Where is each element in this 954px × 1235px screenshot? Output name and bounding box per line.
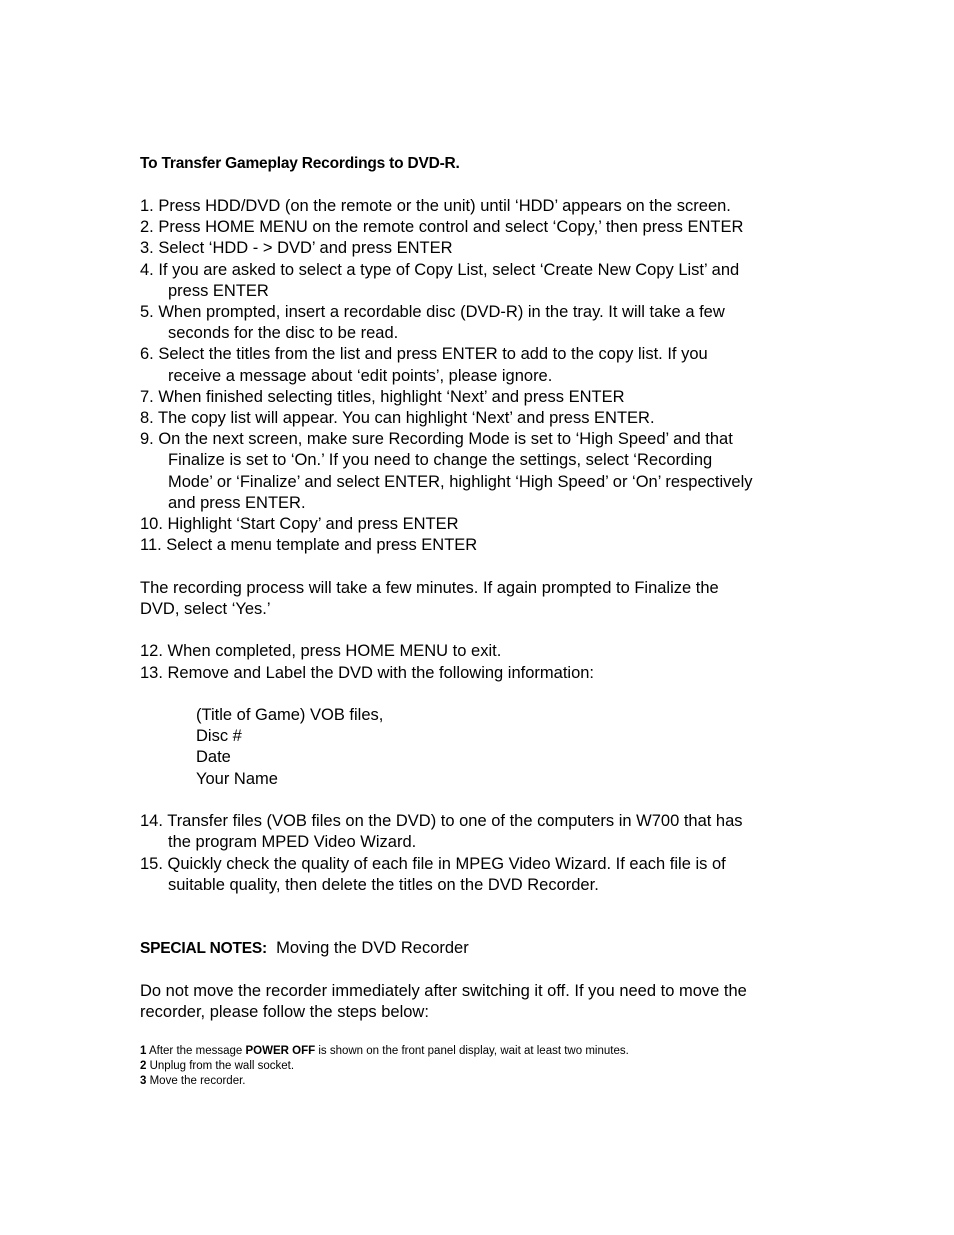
step-6: 6. Select the titles from the list and press ENTER to add to the copy list. If you	[140, 345, 708, 363]
move-step-num: 3	[140, 1075, 147, 1087]
power-off-message: POWER OFF	[245, 1045, 316, 1057]
step-10: 10. Highlight ‘Start Copy’ and press ENTER	[140, 515, 459, 533]
move-step-num: 1	[140, 1045, 147, 1057]
label-info-disc: Disc #	[196, 727, 242, 745]
special-notes-label: SPECIAL NOTES:	[140, 940, 267, 957]
step-13: 13. Remove and Label the DVD with the following information:	[140, 664, 594, 682]
step-9-cont-1: Finalize is set to ‘On.’ If you need to change the settings, select ‘Recording	[168, 451, 713, 469]
step-9: 9. On the next screen, make sure Recording Mode is set to ‘High Speed’ and that	[140, 430, 733, 448]
step-9-cont-3: and press ENTER.	[168, 494, 306, 512]
special-para: Do not move the recorder immediately after switching it off. If you need to move the	[140, 982, 747, 1000]
label-info-date: Date	[196, 748, 231, 766]
page-title: To Transfer Gameplay Recordings to DVD-R.	[140, 155, 460, 172]
step-4-cont: press ENTER	[168, 282, 269, 300]
special-notes-heading	[140, 938, 469, 959]
move-step-2	[140, 1059, 294, 1074]
step-15: 15. Quickly check the quality of each file in MPEG Video Wizard. If each file is of	[140, 855, 726, 873]
step-4: 4. If you are asked to select a type of Copy List, select ‘Create New Copy List’ and	[140, 261, 740, 279]
move-step-text: Unplug from the wall socket.	[146, 1060, 295, 1072]
label-info-name: Your Name	[196, 770, 278, 788]
move-step-1	[140, 1044, 629, 1059]
step-12: 12. When completed, press HOME MENU to exit.	[140, 642, 502, 660]
special-notes-subject: Moving the DVD Recorder	[276, 939, 469, 957]
label-info-title: (Title of Game) VOB files,	[196, 706, 384, 724]
step-5-cont: seconds for the disc to be read.	[168, 324, 399, 342]
move-step-num: 2	[140, 1060, 147, 1072]
process-note: The recording process will take a few minutes. If again prompted to Finalize the	[140, 579, 719, 597]
move-step-text: After the message	[146, 1045, 246, 1057]
step-7: 7. When finished selecting titles, highlight ‘Next’ and press ENTER	[140, 388, 625, 406]
move-step-text: Move the recorder.	[146, 1075, 246, 1087]
step-5: 5. When prompted, insert a recordable disc (DVD-R) in the tray. It will take a few	[140, 303, 725, 321]
step-6-cont: receive a message about ‘edit points’, please ignore.	[168, 367, 553, 385]
step-3: 3. Select ‘HDD - > DVD’ and press ENTER	[140, 239, 453, 257]
step-2: 2. Press HOME MENU on the remote control and select ‘Copy,’ then press ENTER	[140, 218, 744, 236]
step-9-cont-2: Mode’ or ‘Finalize’ and select ENTER, highlight ‘High Speed’ or ‘On’ respectively	[168, 473, 753, 491]
step-8: 8. The copy list will appear. You can highlight ‘Next’ and press ENTER.	[140, 409, 655, 427]
move-step-3	[140, 1074, 245, 1089]
move-step-text: is shown on the front panel display, wait at least two minutes.	[315, 1045, 629, 1057]
process-note-cont: DVD, select ‘Yes.’	[140, 600, 271, 618]
step-14: 14. Transfer files (VOB files on the DVD) to one of the computers in W700 that has	[140, 812, 743, 830]
step-1: 1. Press HDD/DVD (on the remote or the unit) until ‘HDD’ appears on the screen.	[140, 197, 731, 215]
step-15-cont: suitable quality, then delete the titles on the DVD Recorder.	[168, 876, 599, 894]
step-14-cont: the program MPED Video Wizard.	[168, 833, 417, 851]
special-para-cont: recorder, please follow the steps below:	[140, 1003, 429, 1021]
step-11: 11. Select a menu template and press ENTER	[140, 536, 478, 554]
